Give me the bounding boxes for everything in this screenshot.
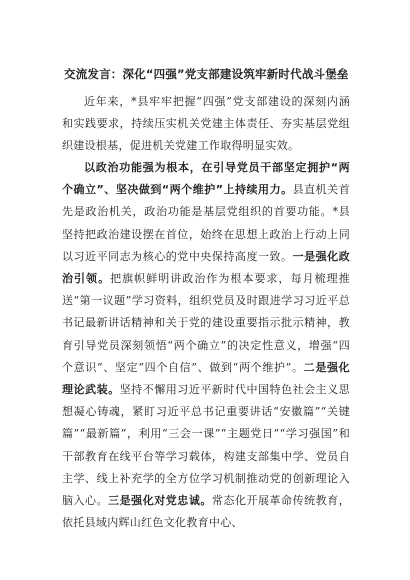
bold-heading-text: 二是强化理论武装。 bbox=[62, 360, 350, 397]
body-text: 把旗帜鲜明讲政治作为根本要求，每月梳理推送“第一议题”学习资料，组织党员及时跟进学习习近平总书记最新讲话精神和关于党的建设重要指示批示精神，教育引导党员深刻领悟“两个确立”的决定性意义，增强“四个意识”、坚定“四个自信”、做到“两个维护”。 bbox=[62, 272, 350, 374]
bold-heading-text: 三是强化对党忠诚。 bbox=[108, 494, 212, 508]
paragraph-intro bbox=[62, 91, 350, 158]
document-title: 交流发言：深化“四强”党支部建设筑牢新时代战斗堡垒 bbox=[64, 67, 349, 81]
paragraph-political-function bbox=[62, 157, 350, 534]
body-text: 县直机关首先是政治机关，政治功能是基层党组织的首要功能。*县坚持把政治建设摆在首位，始终在思想上政治上行动上同以习近平同志为核心的党中央保持高度一致。 bbox=[62, 183, 350, 263]
body-text: 常态化开展革命传统教育，依托县域内辉山红色文化教育中心、 bbox=[62, 494, 351, 530]
body-text: 近年来，*县牢牢把握“四强”党支部建设的深刻内涵和实践要求，持续压实机关党建主体责任、夯实基层党组织建设根基，促进机关党建工作取得明显实效。 bbox=[62, 95, 350, 153]
body-text: 坚持不懈用习近平新时代中国特色社会主义思想凝心铸魂，紧盯习近平总书记重要讲话“安徽篇”“关键篇”“最新篇”，利用“三会一课”“主题党日”“学习强国”和干部教育在线平台等学习载体，构建支部集中学、党员自主学、线上补充学的全方位学习机制推动党的创新理论入脑入心。 bbox=[62, 383, 351, 508]
bold-heading-text: 一是强化政治引领。 bbox=[62, 249, 351, 286]
bold-heading-text: 以政治功能强为根本，在引导党员干部坚定拥护“两个确立”、坚决做到“两个维护”上持续用力。 bbox=[62, 161, 350, 197]
